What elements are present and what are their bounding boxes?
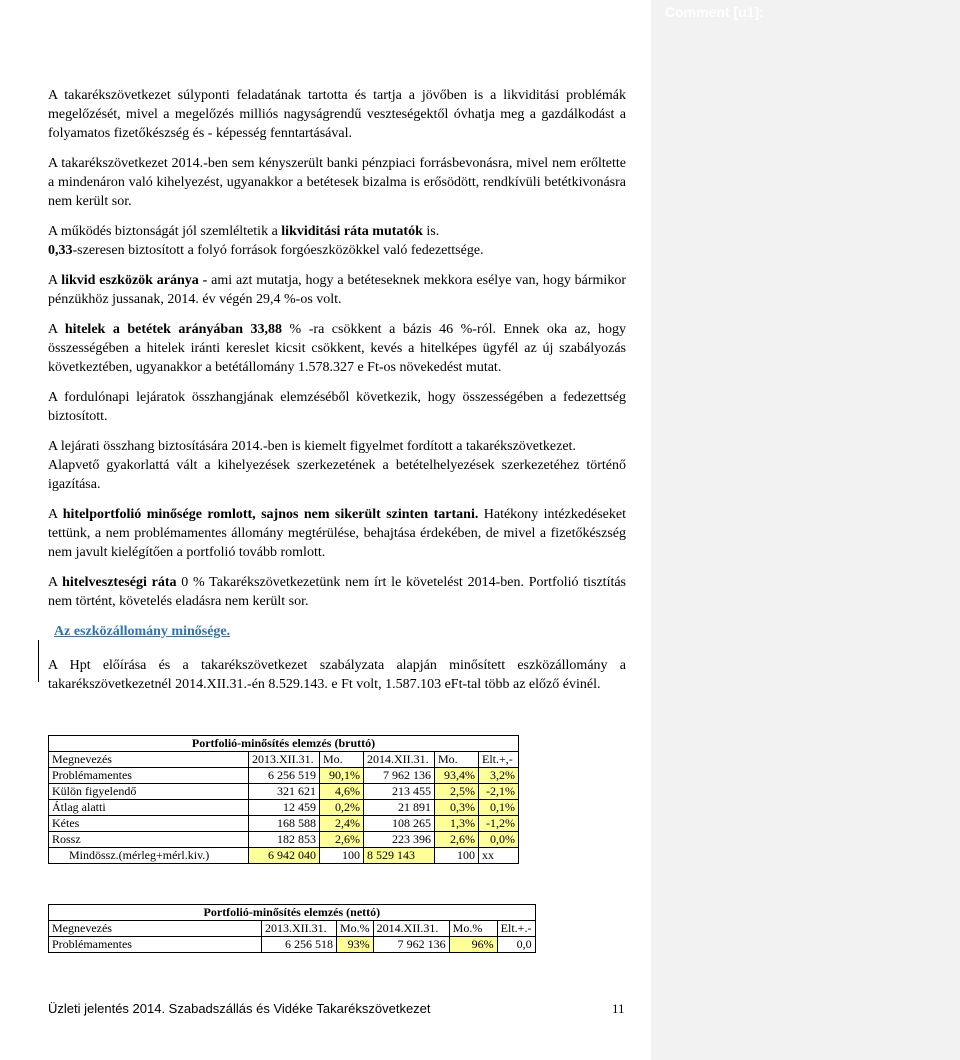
table-cell: 182 853 [249, 832, 320, 848]
paragraph-10: A hitelportfolió minősége romlott, sajnos nem sikerült szinten tartani. Hatékony intézkedéseket tettünk, a nem problémamentes állomány megtérülése, behajtása érdekében, de mivel a fizetőkészség nem javult kielégítően a portfolió tovább romlott. [48, 507, 626, 560]
header-cell: Mo.% [449, 921, 497, 937]
paragraph-1: A takarékszövetkezet súlyponti feladatának tartotta és tartja a jövőben is a likviditási problémák megelőzését, mivel a megelőzés milliós nagyságrendű veszteségektől óvhatja meg a gazdálkodást a folyamatos fizetőkészség és - képesség fenntartásával. [48, 88, 626, 141]
footer-text: Üzleti jelentés 2014. Szabadszállás és Vidéke Takarékszövetkezet [48, 1001, 431, 1016]
table-cell: Átlag alatti [49, 800, 249, 816]
table-cell: 6 256 518 [262, 937, 337, 953]
paragraph-9: Alapvető gyakorlattá vált a kihelyezések szerkezetének a betételhelyezések szerkezetéhez történő igazítása. [48, 458, 626, 492]
table-cell: -2,1% [479, 784, 519, 800]
table-cell: 223 396 [364, 832, 435, 848]
portfolio-table-brutto [48, 735, 519, 864]
header-cell: 2014.XII.31. [364, 752, 435, 768]
comment-panel [651, 0, 960, 1060]
table-row [49, 768, 519, 784]
table-cell: 8 529 143 [364, 848, 435, 864]
table-row [49, 784, 519, 800]
header-cell: Megnevezés [49, 921, 262, 937]
table-row [49, 832, 519, 848]
table-cell: -1,2% [479, 816, 519, 832]
paragraph-12: A Hpt előírása és a takarékszövetkezet szabályzata alapján minősített eszközállomány a takarékszövetkezetnél 2014.XII.31.-én 8.529.143. e Ft volt, 1.587.103 eFt-tal több az előző évinél. [48, 658, 626, 692]
portfolio-table-netto [48, 904, 536, 953]
table-cell: 108 265 [364, 816, 435, 832]
table-cell: 7 962 136 [364, 768, 435, 784]
table-cell: 100 [435, 848, 479, 864]
header-cell: 2014.XII.31. [373, 921, 449, 937]
table-brutto-wrapper [48, 735, 519, 864]
table-cell: 0,3% [435, 800, 479, 816]
paragraph-8: A lejárati összhang biztosítására 2014.-ben is kiemelt figyelmet fordított a takarékszövetkezet. [48, 439, 576, 454]
comment-title: Comment [u1]: [665, 4, 764, 20]
table-cell: 0,1% [479, 800, 519, 816]
table-cell: Problémamentes [49, 768, 249, 784]
table-netto-wrapper [48, 904, 536, 953]
table-cell: 2,5% [435, 784, 479, 800]
header-cell: Elt.+.- [497, 921, 535, 937]
table-cell: 6 256 519 [249, 768, 320, 784]
table-caption: Portfolió-minősítés elemzés (nettó) [49, 905, 536, 921]
table-cell: 96% [449, 937, 497, 953]
table-header-row [49, 752, 519, 768]
table-cell: 0,0% [479, 832, 519, 848]
document-body [48, 86, 626, 705]
header-cell: Mo. [435, 752, 479, 768]
page-number: 11 [612, 1001, 625, 1016]
table-cell: 12 459 [249, 800, 320, 816]
paragraph-3: A működés biztonságát jól szemléltetik a likviditási ráta mutatók is. [48, 224, 440, 239]
paragraph-6: A hitelek a betétek arányában 33,88 % -ra csökkent a bázis 46 %-ról. Ennek oka az, hogy összességében a hitelek iránti kereslet kicsit csökkent, kevés a hitelképes ügyfél az új szabályozás következtében, ugyanakkor a betétállomány 1.578.327 e Ft-os növekedést mutat. [48, 322, 627, 375]
table-caption: Portfolió-minősítés elemzés (bruttó) [49, 736, 519, 752]
table-cell: Külön figyelendő [49, 784, 249, 800]
header-cell: 2013.XII.31. [249, 752, 320, 768]
table-row [49, 800, 519, 816]
header-cell: 2013.XII.31. [262, 921, 337, 937]
table-cell: Mindössz.(mérleg+mérl.kiv.) [49, 848, 249, 864]
table-cell: 2,6% [320, 832, 364, 848]
table-cell: 21 891 [364, 800, 435, 816]
table-cell: 6 942 040 [249, 848, 320, 864]
paragraph-4: 0,33-szeresen biztosított a folyó források forgóeszközökkel való fedezettsége. [48, 243, 484, 258]
header-cell: Megnevezés [49, 752, 249, 768]
table-cell: 2,6% [435, 832, 479, 848]
table-header-row [49, 921, 536, 937]
paragraph-2: A takarékszövetkezet 2014.-ben sem kényszerült banki pénzpiaci forrásbevonásra, mivel nem erőltette a mindenáron való kihelyezést, ugyanakkor a betétesek bizalma is erősödött, rendkívüli betétkivonásra nem került sor. [48, 156, 626, 209]
table-cell: xx [479, 848, 519, 864]
table-row [49, 816, 519, 832]
table-total-row [49, 848, 519, 864]
table-cell: 3,2% [479, 768, 519, 784]
table-cell: Kétes [49, 816, 249, 832]
header-cell: Mo. [320, 752, 364, 768]
table-cell: 2,4% [320, 816, 364, 832]
paragraph-11: A hitelveszteségi ráta 0 % Takarékszövetkezetünk nem írt le követelést 2014-ben. Portfolió tisztítás nem történt, követelés eladásra nem került sor. [48, 575, 627, 609]
paragraph-5: A likvid eszközök aránya - ami azt mutatja, hogy a betéteseknek mekkora esélye van, hogy bármikor pénzükhöz jussanak, 2014. év végén 29,4 %-os volt. [48, 273, 626, 307]
header-cell: Elt.+,- [479, 752, 519, 768]
table-cell: 0,2% [320, 800, 364, 816]
header-cell: Mo.% [337, 921, 374, 937]
change-bar [38, 640, 39, 682]
section-heading: Az eszközállomány minősége. [54, 624, 231, 639]
table-cell: 93,4% [435, 768, 479, 784]
table-cell: Rossz [49, 832, 249, 848]
table-cell: 93% [337, 937, 374, 953]
table-cell: Problémamentes [49, 937, 262, 953]
table-cell: 7 962 136 [373, 937, 449, 953]
table-row [49, 937, 536, 953]
table-cell: 4,6% [320, 784, 364, 800]
table-cell: 0,0 [497, 937, 535, 953]
table-cell: 100 [320, 848, 364, 864]
paragraph-7: A fordulónapi lejáratok összhangjának elemzéséből következik, hogy összességében a fedezettség biztosított. [48, 390, 626, 424]
table-cell: 168 588 [249, 816, 320, 832]
table-cell: 321 621 [249, 784, 320, 800]
table-cell: 90,1% [320, 768, 364, 784]
table-cell: 1,3% [435, 816, 479, 832]
table-cell: 213 455 [364, 784, 435, 800]
